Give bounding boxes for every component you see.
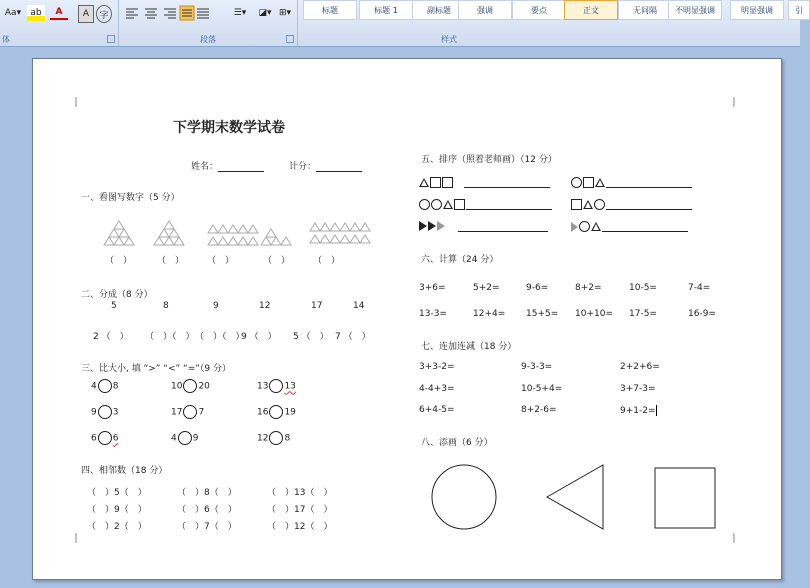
name-field[interactable] [191, 159, 264, 172]
score-field[interactable] [289, 159, 362, 172]
count-blank-5[interactable]: （ ） [313, 256, 341, 266]
style-6[interactable] [564, 0, 618, 20]
compare-right-number: 7 [198, 407, 205, 418]
compare-circle[interactable] [269, 379, 283, 393]
document-title: 下学期末数学试卷 [173, 120, 285, 136]
calc-item[interactable]: 13-3= [419, 309, 447, 319]
style-label: 正文 [583, 5, 599, 15]
style-label: 不明显强调 [675, 5, 715, 15]
compare-circle[interactable] [183, 379, 197, 393]
section-7-heading: 七、连加连减（18 分） [421, 342, 517, 352]
compare-left-number: 4 [171, 433, 177, 444]
shading-icon[interactable]: ◪▾ [258, 8, 272, 18]
document-page[interactable] [32, 58, 782, 580]
split-bottom[interactable]: 5 （ ） [293, 332, 329, 342]
pattern-row-1a [419, 177, 550, 188]
neighbor-item[interactable]: （ ）7（ ） [177, 522, 237, 532]
pattern-row-2b [571, 199, 692, 210]
section-4-heading: 四、相邻数（18 分） [81, 466, 168, 476]
section-3-heading: 三、比大小, 填 “>” “<” “=”（9 分） [81, 364, 231, 374]
chain-item[interactable] [521, 384, 562, 394]
calc-item[interactable]: 9-6= [526, 283, 549, 293]
split-top-number: 17 [311, 301, 323, 311]
font-group [0, 0, 119, 46]
char-shading-button[interactable] [78, 5, 94, 23]
compare-item[interactable] [171, 379, 210, 393]
highlight-icon: ab [30, 8, 42, 18]
chain-item[interactable] [419, 405, 455, 415]
compare-circle[interactable] [178, 431, 192, 445]
chain-expression: 2+2+6= [620, 362, 660, 372]
chain-item[interactable] [419, 384, 455, 394]
chain-item[interactable] [521, 405, 557, 415]
count-blank-3[interactable]: （ ） [207, 256, 235, 266]
styles-group [298, 0, 803, 46]
pattern-row-3b [571, 221, 688, 232]
score-blank[interactable] [316, 171, 362, 172]
compare-right-number: 8 [112, 381, 119, 392]
compare-right-number: 9 [192, 433, 199, 444]
chain-expression: 4-4+3= [419, 384, 455, 394]
count-blank-1[interactable]: （ ） [105, 256, 133, 266]
paragraph-group-label: 段落 [200, 35, 216, 44]
name-label: 姓名： [191, 162, 219, 172]
compare-left-number: 6 [91, 433, 97, 444]
borders-icon[interactable]: ⊞▾ [278, 8, 292, 18]
score-label: 计分： [289, 162, 317, 172]
compare-circle[interactable] [183, 405, 197, 419]
compare-right-number: 3 [112, 407, 119, 418]
compare-item[interactable] [257, 379, 296, 393]
pattern-row-1b [571, 177, 692, 188]
compare-item[interactable] [257, 405, 296, 419]
calc-item[interactable]: 5+2= [473, 283, 500, 293]
compare-circle[interactable] [98, 431, 112, 445]
alignment-buttons-icon[interactable] [123, 5, 211, 21]
font-color-icon: A [55, 6, 63, 17]
compare-left-number: 9 [91, 407, 97, 418]
style-label: 明显强调 [741, 5, 773, 15]
circle-shape [432, 465, 496, 529]
chain-item[interactable] [620, 405, 657, 416]
square-shape [655, 468, 715, 528]
compare-right-number: 19 [284, 407, 296, 418]
compare-left-number: 16 [257, 407, 269, 418]
style-label: 标题 [322, 5, 338, 15]
paragraph-dialog-launcher-icon[interactable] [286, 35, 294, 43]
neighbor-item[interactable]: （ ）2（ ） [87, 522, 147, 532]
compare-item[interactable] [171, 405, 204, 419]
section-8-heading: 八、添画（6 分） [421, 438, 493, 448]
chain-expression: 3+7-3= [620, 384, 656, 394]
pattern-row-2a [419, 199, 552, 210]
style-9[interactable] [730, 0, 784, 20]
compare-circle[interactable] [269, 405, 283, 419]
triangle-shape [547, 465, 603, 529]
style-label: 标题 1 [374, 5, 398, 15]
change-case-button[interactable]: Aa ▾ [4, 8, 22, 18]
split-bottom[interactable]: 9 （ ） [241, 332, 277, 342]
compare-item[interactable] [171, 431, 198, 445]
count-answer-blanks[interactable] [105, 253, 340, 266]
neighbor-item[interactable]: （ ）8（ ） [177, 488, 237, 498]
compare-circle[interactable] [269, 431, 283, 445]
draw-shapes [429, 461, 729, 533]
style-10[interactable] [788, 0, 810, 20]
style-5[interactable] [512, 0, 566, 20]
compare-item[interactable] [257, 431, 290, 445]
chain-expression: 9+1-2= [620, 406, 656, 416]
compare-circle[interactable] [98, 405, 112, 419]
style-label: 副标题 [427, 5, 451, 15]
chain-item[interactable] [521, 362, 552, 372]
split-top-number: 14 [353, 301, 365, 311]
compare-left-number: 10 [171, 381, 183, 392]
split-bottom[interactable]: （ ）（ ） [195, 332, 245, 342]
calc-item[interactable]: 17-5= [629, 309, 657, 319]
bottom-right-corner-mark [733, 533, 743, 543]
font-group-label: 体 [2, 35, 10, 44]
font-dialog-launcher-icon[interactable] [107, 35, 115, 43]
count-blank-2[interactable]: （ ） [157, 256, 185, 266]
calc-item[interactable]: 7-4= [688, 283, 711, 293]
neighbor-item[interactable]: （ ）12（ ） [267, 522, 333, 532]
split-top-number: 12 [259, 301, 271, 311]
char-shading-icon: A [82, 9, 90, 19]
chain-expression: 10-5+4= [521, 384, 563, 394]
triangle-groups-illustration [103, 219, 373, 251]
compare-left-number: 13 [257, 381, 269, 392]
compare-item[interactable] [91, 405, 118, 419]
style-label: 强调 [477, 5, 493, 15]
text-cursor [656, 405, 657, 416]
style-label: 无间隔 [633, 5, 657, 15]
neighbor-item[interactable]: （ ）6（ ） [177, 505, 237, 515]
chain-item[interactable] [620, 362, 660, 372]
section-6-heading: 六、计算（24 分） [421, 255, 499, 265]
highlight-button[interactable] [27, 5, 45, 21]
calc-item[interactable]: 15+5= [526, 309, 559, 319]
style-7[interactable] [618, 0, 672, 20]
chain-expression: 3+3-2= [419, 362, 455, 372]
neighbor-item[interactable]: （ ）5（ ） [87, 488, 147, 498]
compare-right-number: 6 [112, 433, 119, 444]
chain-expression: 8+2-6= [521, 405, 557, 415]
section-2-heading: 二、分成（8 分） [81, 290, 153, 300]
chain-item[interactable] [620, 384, 656, 394]
calc-item[interactable]: 10+10= [575, 309, 613, 319]
section-5-heading: 五、排序（照着老师画）（12 分） [421, 155, 557, 165]
count-blank-4[interactable]: （ ） [263, 256, 291, 266]
section-1-heading: 一、看图写数字（5 分） [81, 193, 180, 203]
calc-item[interactable]: 10-5= [629, 283, 657, 293]
enclose-char-icon: 字 [99, 10, 109, 21]
compare-item[interactable] [91, 379, 118, 393]
compare-left-number: 4 [91, 381, 97, 392]
neighbor-item[interactable]: （ ）17（ ） [267, 505, 333, 515]
name-blank[interactable] [218, 171, 264, 172]
compare-item[interactable] [91, 431, 118, 445]
split-bottom[interactable]: （ ）（ ） [145, 332, 195, 342]
neighbor-item[interactable]: （ ）9（ ） [87, 505, 147, 515]
style-2[interactable] [359, 0, 413, 20]
style-4[interactable] [458, 0, 512, 20]
ribbon [0, 0, 803, 47]
split-top-number: 8 [163, 301, 169, 311]
compare-right-number: 8 [284, 433, 291, 444]
split-bottom[interactable]: 2 （ ） [93, 332, 129, 342]
chain-item[interactable] [419, 362, 455, 372]
compare-right-number: 13 [284, 381, 296, 392]
change-case-label: Aa [4, 8, 17, 18]
bottom-left-corner-mark [67, 533, 77, 543]
chain-expression: 6+4-5= [419, 405, 455, 415]
compare-left-number: 17 [171, 407, 183, 418]
compare-circle[interactable] [98, 379, 112, 393]
compare-left-number: 12 [257, 433, 269, 444]
calc-item[interactable]: 3+6= [419, 283, 446, 293]
paragraph-group [119, 0, 298, 46]
calc-item[interactable]: 12+4= [473, 309, 506, 319]
compare-right-number: 20 [198, 381, 210, 392]
split-bottom[interactable]: 7 （ ） [335, 332, 371, 342]
style-1[interactable] [303, 0, 357, 20]
style-8[interactable] [668, 0, 722, 20]
calc-item[interactable]: 8+2= [575, 283, 602, 293]
style-label: 引 [795, 5, 803, 15]
font-color-button[interactable] [50, 5, 68, 20]
styles-group-label: 样式 [441, 35, 457, 44]
style-label: 要点 [531, 5, 547, 15]
enclose-char-button[interactable] [96, 5, 112, 23]
chain-expression: 9-3-3= [521, 362, 553, 372]
split-top-number: 9 [213, 301, 219, 311]
pattern-row-3a [419, 221, 548, 232]
top-right-corner-mark [733, 97, 743, 107]
calc-item[interactable]: 16-9= [688, 309, 716, 319]
split-top-number: 5 [111, 301, 117, 311]
top-left-corner-mark [67, 97, 77, 107]
neighbor-item[interactable]: （ ）13（ ） [267, 488, 333, 498]
line-spacing-icon[interactable]: ☰▾ [233, 8, 247, 18]
